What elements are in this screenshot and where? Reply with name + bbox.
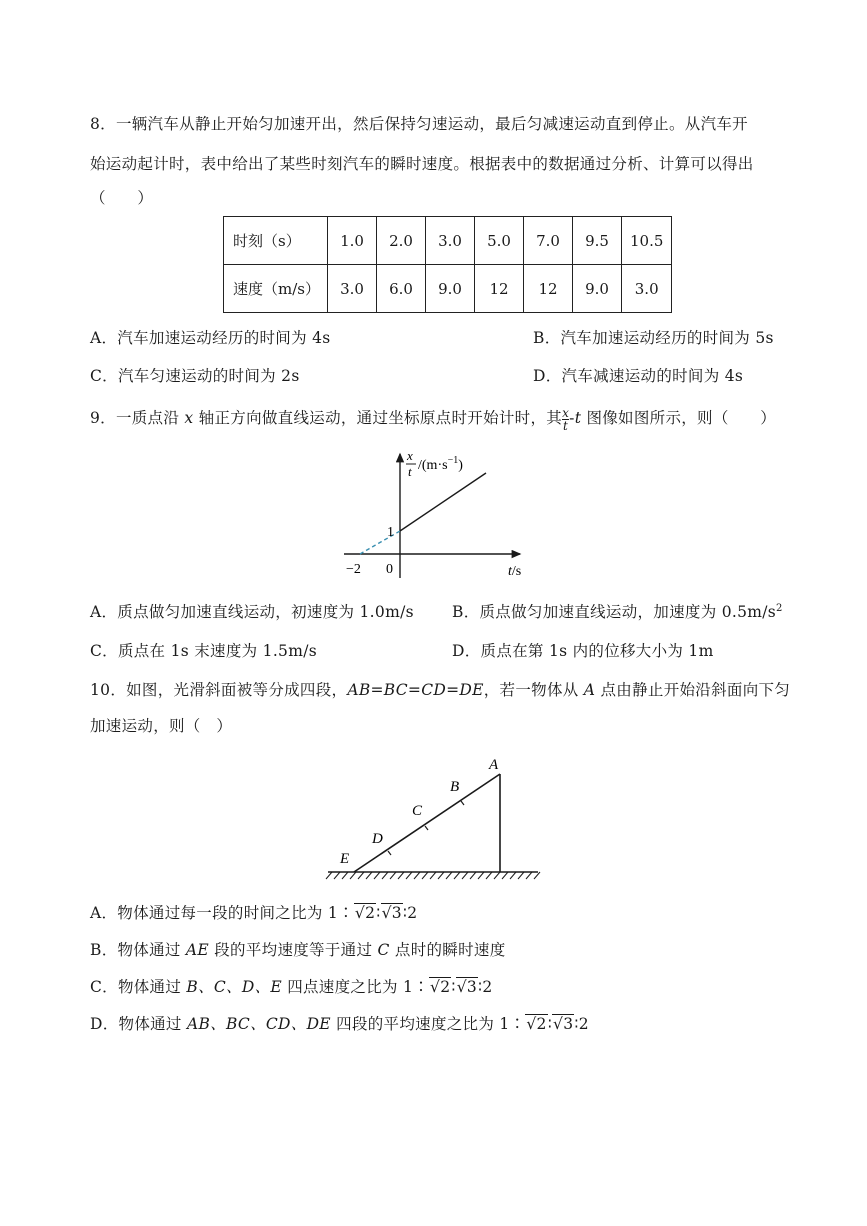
incline-surface — [354, 774, 500, 872]
point-label-b: B — [450, 779, 460, 795]
sqrt-3: √3 — [553, 1015, 574, 1033]
q9-option-d: D．质点在第 1s 内的位移大小为 1m — [452, 642, 714, 660]
point-label-a: A — [489, 757, 499, 773]
fraction-denominator: t — [563, 418, 569, 433]
q10-stem-part: ，若一物体从 — [483, 681, 584, 699]
table-cell: 10.5 — [622, 217, 672, 265]
option-text: 点时的瞬时速度 — [389, 941, 506, 959]
sqrt-3: √3 — [381, 904, 402, 922]
option-text: D．物体通过 — [90, 1015, 187, 1033]
q8-option-c: C．汽车匀速运动的时间为 2s — [90, 367, 300, 385]
q10-stem-line2: 加速运动，则（ ） — [90, 717, 233, 735]
q9-option-b-superscript: 2 — [776, 602, 783, 614]
q8-stem-line1: 8．一辆汽车从静止开始匀加速开出，然后保持匀速运动，最后匀减速运动直到停止。从汽车开 — [90, 115, 748, 133]
q10-option-b — [90, 938, 506, 960]
table-header-speed: 速度（m/s） — [224, 265, 328, 313]
option-text: 段的平均速度等于通过 — [209, 941, 378, 959]
sqrt-2: √2 — [526, 1015, 547, 1033]
q10-stem-part: 点由静止开始沿斜面向下匀 — [595, 681, 791, 699]
q9-option-c: C．质点在 1s 末速度为 1.5m/s — [90, 642, 317, 660]
option-text: ∶ — [376, 904, 381, 922]
q8-option-a: A．汽车加速运动经历的时间为 4s — [90, 329, 331, 347]
table-row-speed — [224, 265, 672, 313]
q10-option-c — [90, 975, 493, 997]
option-text: ∶2 — [574, 1015, 589, 1033]
q9-stem-part: 9．一质点沿 — [90, 409, 185, 427]
segments-list: AB、BC、CD、DE — [186, 1015, 331, 1033]
q8-data-table — [223, 216, 672, 313]
x-tick-neg2: −2 — [346, 562, 361, 577]
table-cell: 1.0 — [328, 217, 377, 265]
q9-stem — [90, 406, 776, 432]
x-tick-0: 0 — [386, 562, 393, 577]
q9-xt-t-graph — [330, 440, 550, 585]
q8-answer-paren: （ ） — [90, 189, 154, 207]
table-cell: 9.5 — [573, 217, 622, 265]
tick-b — [461, 801, 464, 805]
q8-option-b: B．汽车加速运动经历的时间为 5s — [533, 329, 774, 347]
segment-ae: AE — [185, 941, 210, 959]
q10-incline-diagram — [320, 748, 550, 888]
q8-stem-line2: 始运动起计时，表中给出了某些时刻汽车的瞬时速度。根据表中的数据通过分析、计算可以得出 — [90, 155, 754, 173]
option-text: A．物体通过每一段的时间之比为 1∶ — [90, 904, 354, 922]
option-text: C．物体通过 — [90, 978, 187, 996]
table-cell: 9.0 — [426, 265, 475, 313]
point-label-d: D — [372, 831, 383, 847]
sqrt-2: √2 — [354, 904, 376, 922]
table-cell: 3.0 — [328, 265, 377, 313]
option-text: ∶ — [547, 1015, 553, 1033]
option-text: B．物体通过 — [90, 941, 186, 959]
option-text: ∶2 — [402, 904, 418, 922]
fraction-numerator: x — [562, 405, 570, 420]
q10-stem-line1 — [90, 678, 790, 700]
tick-d — [388, 851, 391, 855]
x-axis-label — [508, 564, 521, 579]
sqrt-3: √3 — [456, 978, 478, 996]
table-cell: 2.0 — [377, 217, 426, 265]
option-text: ∶ — [451, 978, 456, 996]
option-text: 四段的平均速度之比为 1∶ — [330, 1015, 526, 1033]
q10-option-d — [90, 1012, 589, 1034]
table-cell: 12 — [475, 265, 524, 313]
graph-dashed-extension — [360, 531, 400, 554]
table-cell: 9.0 — [573, 265, 622, 313]
points-list: B、C、D、E — [186, 978, 282, 996]
point-label-e: E — [340, 851, 350, 867]
q10-stem-part: 10．如图，光滑斜面被等分成四段， — [90, 681, 348, 699]
ground-hatching — [326, 872, 540, 879]
table-header-time: 时刻（s） — [224, 217, 328, 265]
y-axis-label-unit-text: /(m·s — [418, 458, 448, 473]
x-axis-label-unit: /s — [511, 564, 522, 579]
option-text: ∶2 — [478, 978, 493, 996]
q9-option-a: A．质点做匀加速直线运动，初速度为 1.0m/s — [90, 603, 414, 621]
sqrt-2: √2 — [430, 978, 451, 996]
q9-option-b — [452, 600, 783, 622]
q9-stem-part: 图像如图所示，则（ ） — [581, 409, 777, 427]
x-axis-label-t: t — [508, 564, 512, 579]
q9-stem-t: t — [574, 409, 582, 427]
q9-stem-part: 轴正方向做直线运动，通过坐标原点时开始计时，其 — [193, 409, 563, 427]
q9-stem-dash: - — [569, 409, 575, 427]
q10-stem-equation: AB=BC=CD=DE — [347, 681, 484, 699]
graph-solid-line — [400, 473, 486, 531]
y-tick-1: 1 — [387, 525, 394, 540]
option-text: 四点速度之比为 1∶ — [281, 978, 430, 996]
table-cell: 3.0 — [622, 265, 672, 313]
q10-option-a — [90, 901, 417, 923]
point-c: C — [377, 941, 390, 959]
y-axis-label-close: ) — [458, 458, 463, 473]
table-cell: 5.0 — [475, 217, 524, 265]
q10-stem-point-a: A — [583, 681, 596, 699]
table-cell: 7.0 — [524, 217, 573, 265]
y-axis-label-exponent: −1 — [447, 455, 459, 466]
tick-c — [425, 826, 428, 830]
point-label-c: C — [412, 803, 423, 819]
y-axis-label-den: t — [408, 464, 412, 479]
table-cell: 3.0 — [426, 217, 475, 265]
table-cell: 6.0 — [377, 265, 426, 313]
y-axis-label-unit — [418, 455, 463, 473]
table-cell: 12 — [524, 265, 573, 313]
q8-option-d: D．汽车减速运动的时间为 4s — [533, 367, 744, 385]
q9-option-b-text: B．质点做匀加速直线运动，加速度为 0.5m/s — [452, 603, 777, 621]
table-row-time — [224, 217, 672, 265]
q9-stem-x: x — [184, 409, 194, 427]
y-axis-label-num: x — [407, 448, 413, 463]
